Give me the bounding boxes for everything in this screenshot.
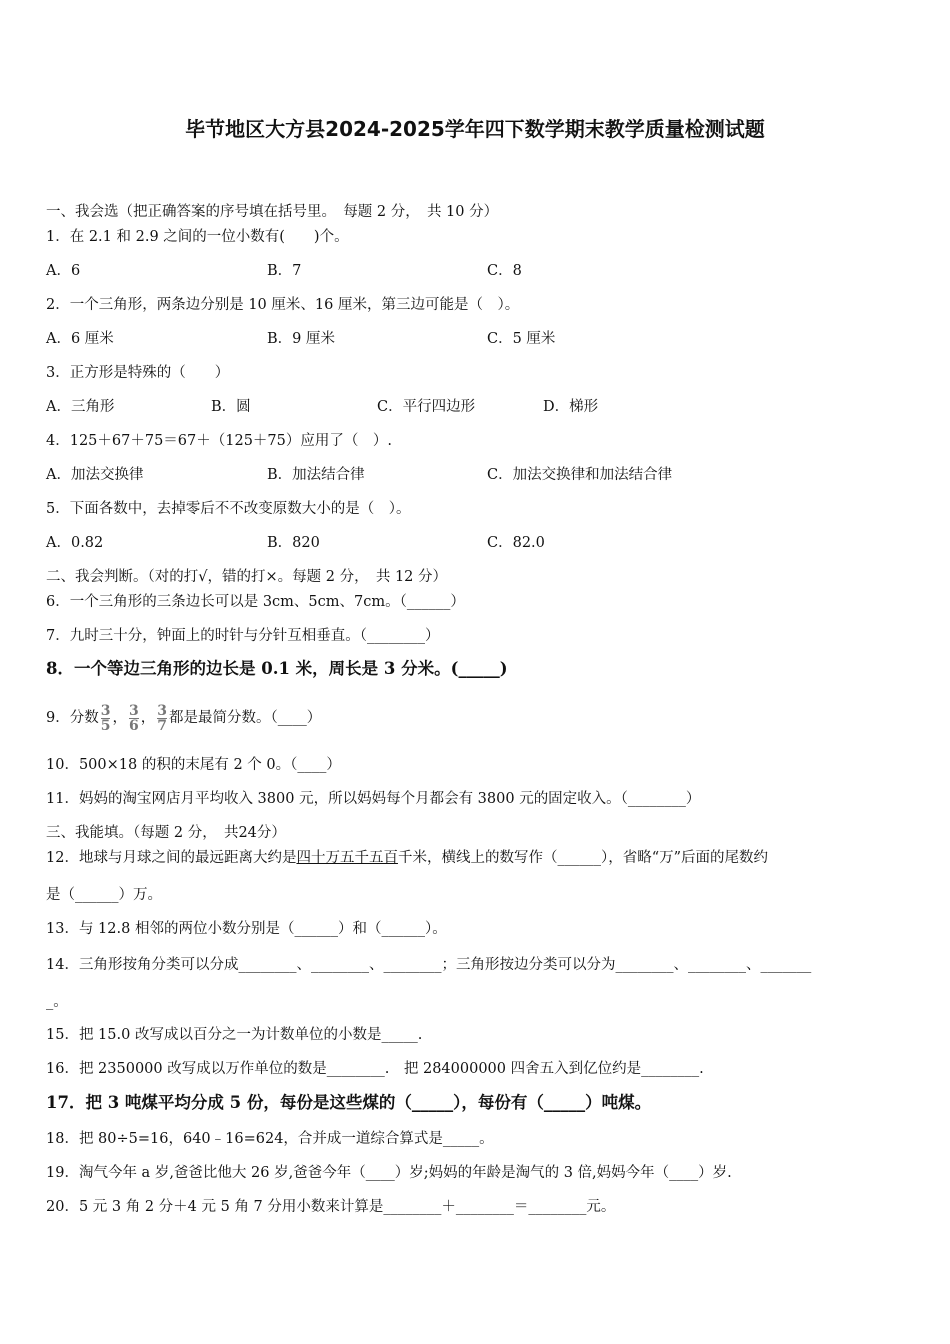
- q4-option-b: B．加法结合律: [267, 467, 365, 483]
- question-7: 7．九时三十分，钟面上的时针与分针互相垂直。（________）: [46, 628, 440, 644]
- q4-option-c: C．加法交换律和加法结合律: [487, 467, 673, 483]
- question-13: 13．与 12.8 相邻的两位小数分别是（______）和（______）。: [46, 921, 447, 937]
- q9-sep-2: ，: [140, 710, 156, 726]
- frac3-num: 3: [157, 702, 167, 719]
- question-4: 4．125＋67＋75＝67＋（125＋75）应用了（ ）.: [46, 433, 392, 449]
- q5-option-c: C．82.0: [487, 535, 545, 551]
- page-title: 毕节地区大方县2024-2025学年四下数学期末教学质量检测试题: [185, 117, 765, 141]
- question-2: 2．一个三角形，两条边分别是 10 厘米、16 厘米，第三边可能是（ ）。: [46, 297, 520, 313]
- q2-option-c: C．5 厘米: [487, 331, 556, 347]
- question-11: 11．妈妈的淘宝网店月平均收入 3800 元，所以妈妈每个月都会有 3800 元的固定收入。（________）: [46, 791, 701, 807]
- q1-option-b: B．7: [267, 263, 302, 279]
- section-2-heading: 二、我会判断。（对的打√，错的打×。每题 2 分， 共 12 分）: [46, 569, 447, 585]
- question-17: 17．把 3 吨煤平均分成 5 份，每份是这些煤的（_____），每份有（_____）吨煤。: [46, 1093, 652, 1112]
- q1-option-a: A．6: [46, 263, 81, 279]
- frac2-den: 6: [128, 717, 139, 734]
- question-1: 1．在 2.1 和 2.9 之间的一位小数有( )个。: [46, 229, 349, 245]
- question-14-line-2: _。: [46, 994, 68, 1010]
- question-6: 6．一个三角形的三条边长可以是 3cm、5cm、7cm。（______）: [46, 594, 465, 610]
- section-3-heading: 三、我能填。（每题 2 分， 共24分）: [46, 825, 286, 841]
- q3-option-b: B．圆: [211, 399, 251, 415]
- question-15: 15．把 15.0 改写成以百分之一为计数单位的小数是_____.: [46, 1027, 423, 1043]
- question-12-line-2: 是（______）万。: [46, 887, 162, 903]
- question-12-line-1: [46, 848, 768, 868]
- question-9: [46, 700, 321, 736]
- frac1-den: 5: [100, 717, 111, 734]
- fraction-3-7: [157, 704, 167, 733]
- question-8: 8．一个等边三角形的边长是 0.1 米，周长是 3 分米。(_____): [46, 659, 508, 678]
- q2-option-b: B．9 厘米: [267, 331, 335, 347]
- question-20: 20．5 元 3 角 2 分＋4 元 5 角 7 分用小数来计算是________＋________＝________元。: [46, 1199, 616, 1215]
- frac3-den: 7: [157, 717, 167, 734]
- frac2-num: 3: [128, 702, 139, 719]
- q9-suffix: 都是最简分数。（____）: [168, 710, 322, 726]
- q3-option-a: A．三角形: [46, 399, 115, 415]
- frac1-num: 3: [100, 702, 111, 719]
- question-19: 19．淘气今年 a 岁,爸爸比他大 26 岁,爸爸今年（____）岁;妈妈的年龄是淘气的 3 倍,妈妈今年（____）岁.: [46, 1165, 732, 1181]
- question-16: 16．把 2350000 改写成以万作单位的数是________. 把 284000000 四舍五入到亿位约是________.: [46, 1061, 704, 1077]
- fraction-3-6: [129, 704, 139, 733]
- q12-underlined-number: 四十万五千五百: [296, 850, 398, 866]
- section-1-heading: 一、我会选（把正确答案的序号填在括号里。 每题 2 分， 共 10 分）: [46, 204, 499, 220]
- question-5: 5．下面各数中，去掉零后不不改变原数大小的是（ ）。: [46, 501, 411, 517]
- q9-prefix: 9．分数: [46, 710, 99, 726]
- q12-suffix: 千米，横线上的数写作（______），省略“万”后面的尾数约: [397, 850, 769, 866]
- q9-sep-1: ，: [112, 710, 127, 726]
- q12-prefix: 12．地球与月球之间的最远距离大约是: [46, 850, 297, 866]
- q1-option-c: C．8: [487, 263, 522, 279]
- question-14-line-1: 14．三角形按角分类可以分成________、________、________；三角形按边分类可以分为________、________、_______: [46, 957, 812, 973]
- q3-option-d: D．梯形: [543, 399, 599, 415]
- question-18: 18．把 80÷5=16，640﹣16=624，合并成一道综合算式是_____。: [46, 1131, 494, 1147]
- q5-option-a: A．0.82: [46, 535, 104, 551]
- question-10: 10．500×18 的积的末尾有 2 个 0。（____）: [46, 757, 341, 773]
- q4-option-a: A．加法交换律: [46, 467, 144, 483]
- fraction-3-5: [101, 704, 111, 733]
- q2-option-a: A．6 厘米: [46, 331, 114, 347]
- question-3: 3．正方形是特殊的（ ）: [46, 365, 230, 381]
- q3-option-c: C．平行四边形: [377, 399, 476, 415]
- q5-option-b: B．820: [267, 535, 320, 551]
